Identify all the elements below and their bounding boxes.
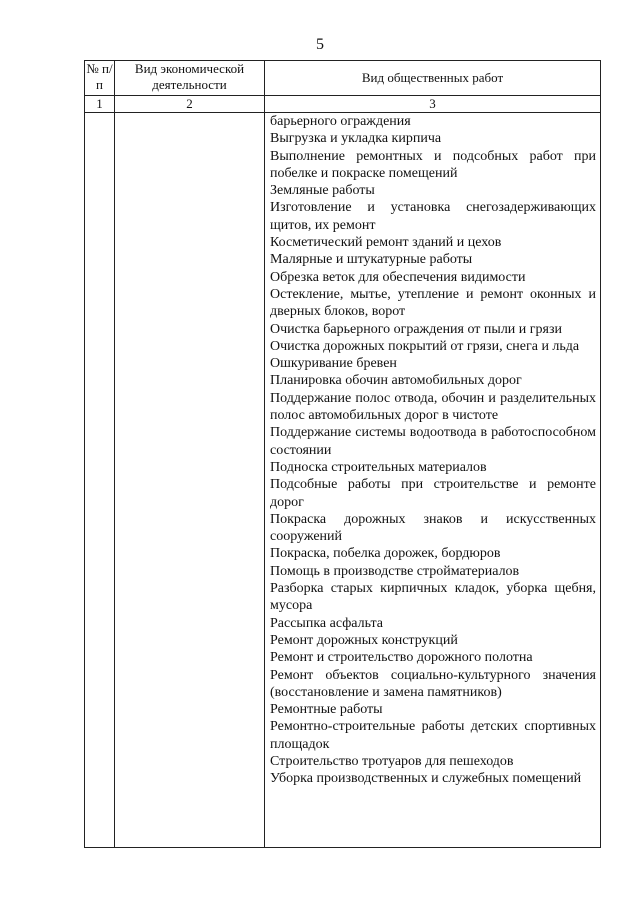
work-item: Обрезка веток для обеспечения видимости	[270, 269, 526, 285]
public-works-table	[84, 60, 601, 848]
work-item: Выполнение ремонтных и подсобных работ при побелке и покраске помещений	[270, 148, 596, 181]
work-item: Изготовление и установка снегозадерживающих щитов, их ремонт	[270, 200, 596, 233]
page-number: 5	[316, 36, 324, 53]
work-item: Ремонт дорожных конструкций	[270, 632, 458, 648]
header-economic-activity: Вид экономической деятельности	[115, 61, 265, 96]
work-item: Разборка старых кирпичных кладок, уборка щебня, мусора	[270, 581, 596, 614]
work-item: Косметический ремонт зданий и цехов	[270, 235, 502, 251]
work-item: Подсобные работы при строительстве и ремонте дорог	[270, 477, 596, 510]
work-item: Очистка барьерного ограждения от пыли и грязи	[270, 321, 562, 337]
number-cell	[85, 113, 115, 848]
work-item: Помощь в производстве стройматериалов	[270, 563, 520, 579]
works-list	[270, 113, 596, 788]
work-item: Покраска, побелка дорожек, бордюров	[270, 546, 501, 562]
work-item: Строительство тротуаров для пешеходов	[270, 753, 514, 769]
header-number: № п/п	[85, 61, 115, 96]
work-item: Земляные работы	[270, 183, 375, 199]
work-item: Подноска строительных материалов	[270, 459, 487, 475]
work-item: Уборка производственных и служебных помещений	[270, 771, 582, 787]
work-item: Рассыпка асфальта	[270, 615, 383, 631]
work-item: Ремонт и строительство дорожного полотна	[270, 650, 533, 666]
work-item: Ремонтные работы	[270, 702, 383, 718]
work-item: Выгрузка и укладка кирпича	[270, 131, 442, 147]
column-index-row	[85, 96, 601, 113]
work-item: Остекление, мытье, утепление и ремонт оконных и дверных блоков, ворот	[270, 286, 596, 320]
work-item: Поддержание полос отвода, обочин и разделительных полос автомобильных дорог в чистоте	[270, 390, 596, 424]
work-item: Поддержание системы водоотвода в работоспособном состоянии	[270, 425, 596, 458]
public-works-cell	[265, 113, 601, 848]
work-item: Малярные и штукатурные работы	[270, 252, 473, 268]
work-item: Покраска дорожных знаков и искусственных сооружений	[270, 511, 596, 545]
work-item: Очистка дорожных покрытий от грязи, снега и льда	[270, 338, 580, 354]
work-item: барьерного ограждения	[270, 114, 411, 129]
column-index-2: 2	[115, 96, 265, 113]
work-item: Ремонт объектов социально-культурного значения (восстановление и замена памятников)	[270, 667, 596, 700]
table-header-row	[85, 61, 601, 96]
work-item: Ошкуривание бревен	[270, 356, 397, 372]
work-item: Ремонтно-строительные работы детских спортивных площадок	[270, 719, 596, 752]
table-body-row	[85, 113, 601, 848]
work-item: Планировка обочин автомобильных дорог	[270, 373, 522, 389]
economic-activity-cell	[115, 113, 265, 848]
column-index-1: 1	[85, 96, 115, 113]
header-public-works: Вид общественных работ	[265, 61, 601, 96]
column-index-3: 3	[265, 96, 601, 113]
